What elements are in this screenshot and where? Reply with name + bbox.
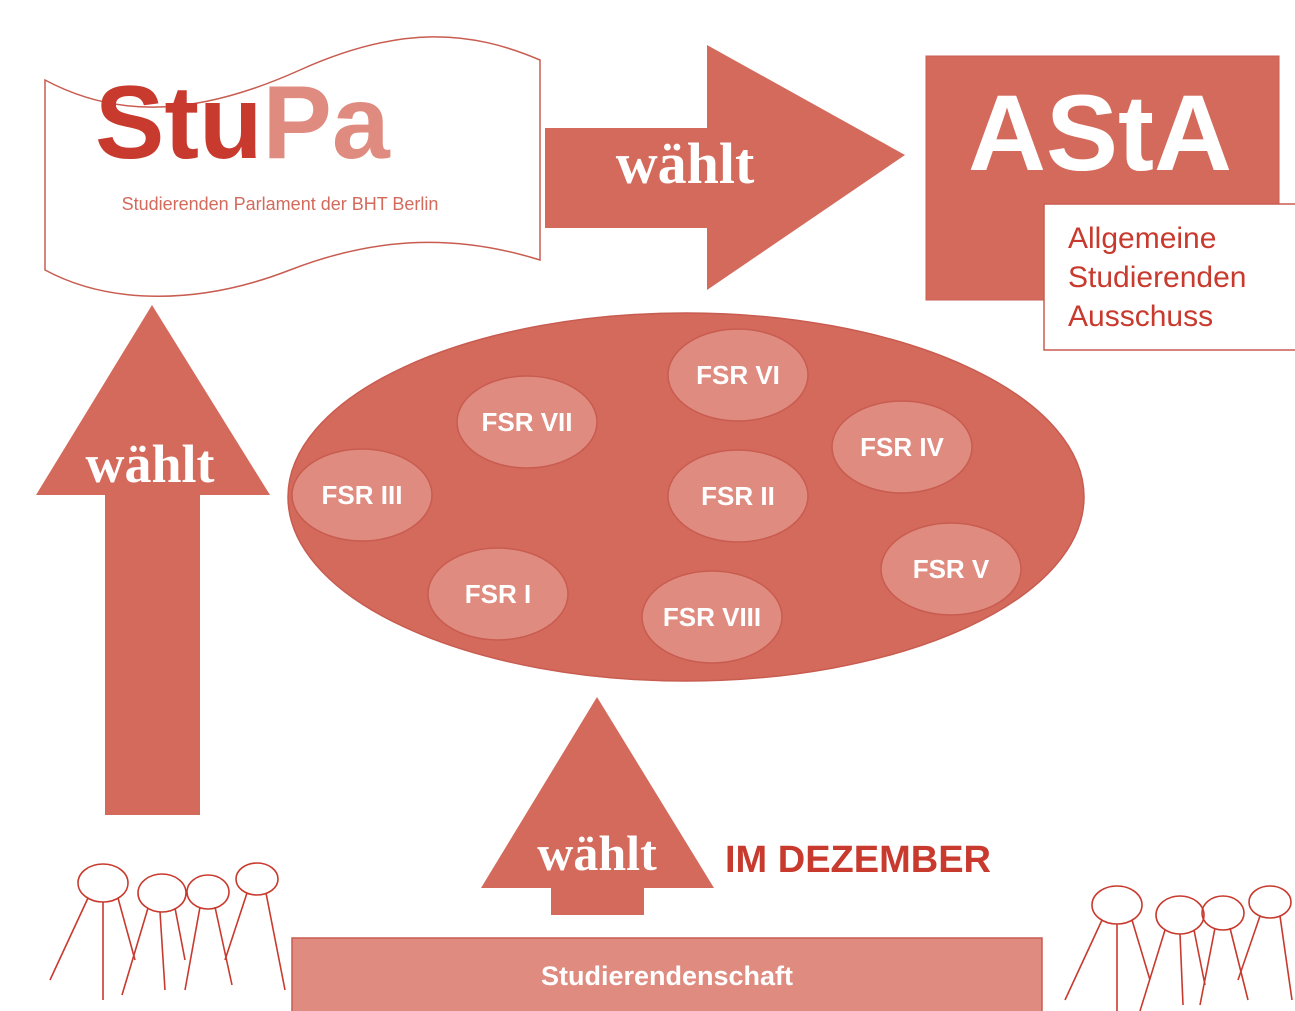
stupa-title-pa: Pa [262,65,390,181]
fsr-circle-fsr-ii [668,450,808,542]
fsr-label: FSR VIII [662,602,762,632]
studierendenschaft-bar [292,938,1042,1011]
fsr-group [288,313,1084,681]
asta-title: AStA [968,72,1232,193]
arrow-bottom-up [481,697,714,915]
arrow-stupa-to-asta [545,45,905,290]
asta-desc-line3: Ausschuss [1068,300,1214,333]
asta-desc-line2: Studierenden [1068,261,1247,294]
stupa-flag [45,37,540,296]
fsr-circle-fsr-vii [457,376,597,468]
fsr-label: FSR VII [481,407,573,437]
fsr-label: FSR IV [860,432,944,462]
fsr-circle-fsr-viii [642,571,782,663]
arrow-left-shape [36,305,270,815]
fsr-label: FSR I [464,579,532,609]
fsr-label: FSR V [912,554,990,584]
studierendenschaft-label: Studierendenschaft [540,961,794,991]
arrow-bottom-label: wählt [537,825,657,881]
arrow-bottom-shape [481,697,714,915]
arrow-left-up [36,305,270,815]
arrow-left-label: wählt [85,434,215,494]
fsr-circle-fsr-iii [292,449,432,541]
stupa-title [95,65,391,181]
people-right-icon [1065,886,1292,1011]
arrow-right-label: wählt [615,131,755,196]
fsr-circle-fsr-v [881,523,1021,615]
asta-block [926,56,1295,350]
im-dezember-label: IM DEZEMBER [725,839,991,881]
fsr-label: FSR II [701,481,775,511]
stupa-subtitle: Studierenden Parlament der BHT Berlin [121,194,439,214]
fsr-circle-fsr-i [428,548,568,640]
fsr-circle-fsr-vi [668,329,808,421]
asta-desc-line1: Allgemeine [1068,222,1217,255]
stupa-title-stu: Stu [95,65,263,181]
fsr-label: FSR VI [696,360,780,390]
fsr-circle-fsr-iv [832,401,972,493]
people-left-icon [50,863,285,1000]
fsr-label: FSR III [321,480,403,510]
